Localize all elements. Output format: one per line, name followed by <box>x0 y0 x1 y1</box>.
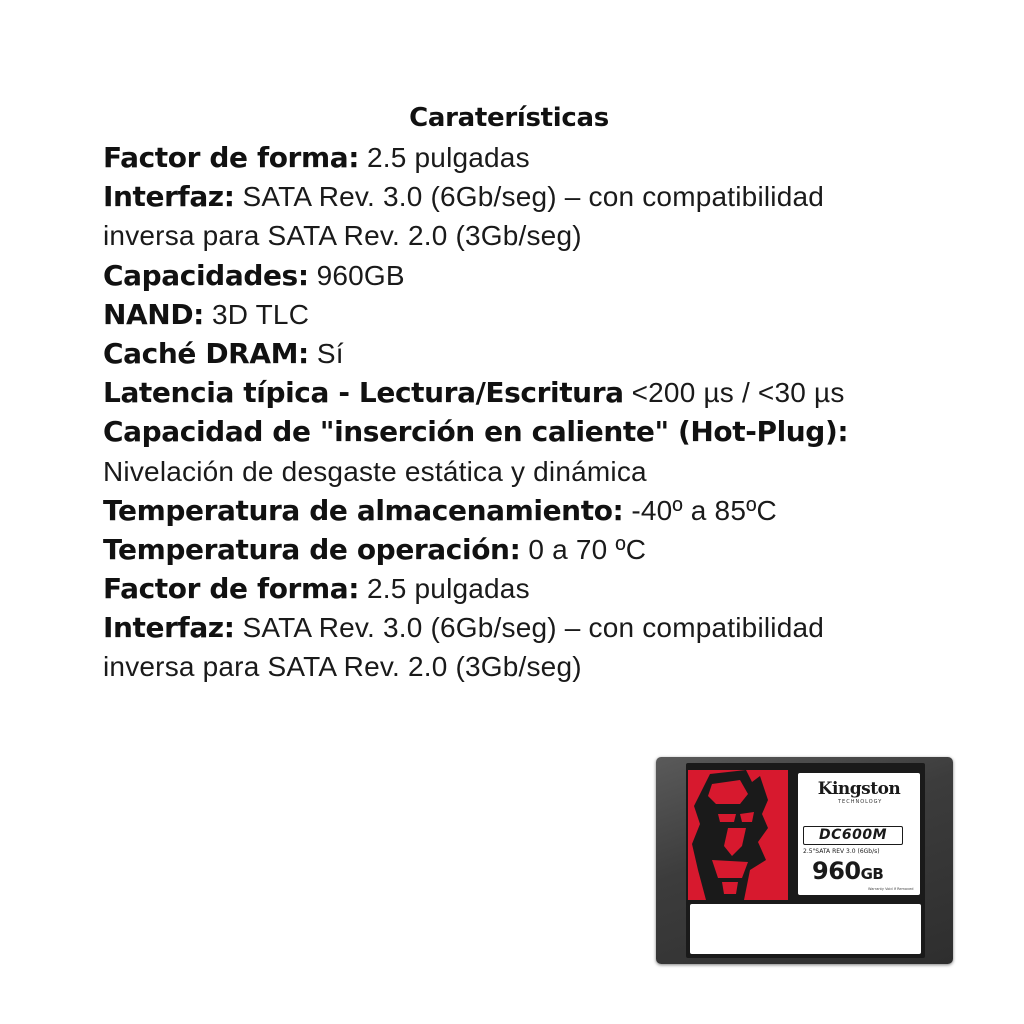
spec-label: Capacidad de "inserción en caliente" (Hot-Plug): <box>103 415 849 449</box>
capacity-number: 960 <box>812 857 861 885</box>
spec-label: Latencia típica - Lectura/Escritura <box>103 376 624 410</box>
spec-label: Temperatura de operación: <box>103 532 521 566</box>
spec-line <box>103 530 943 569</box>
spec-line <box>103 138 943 177</box>
spec-line <box>103 569 943 608</box>
spec-line <box>103 177 943 216</box>
model-name: DC600M <box>803 826 903 845</box>
spec-line <box>103 216 943 255</box>
spec-value: <200 µs / <30 µs <box>623 377 845 409</box>
spec-value: SATA Rev. 3.0 (6Gb/seg) – con compatibilidad <box>234 612 825 644</box>
spec-value: inversa para SATA Rev. 2.0 (3Gb/seg) <box>103 651 582 683</box>
brand-panel <box>688 770 788 900</box>
ssd-product-image <box>656 757 953 964</box>
spec-label: Capacidades: <box>103 258 309 292</box>
ssd-face <box>686 763 925 958</box>
spec-line <box>103 334 943 373</box>
brand-name: Kingston <box>817 779 901 799</box>
brand-subtitle: TECHNOLOGY <box>838 799 883 805</box>
blank-label <box>690 904 921 954</box>
spec-value: Nivelación de desgaste estática y dinámica <box>103 455 647 487</box>
capacity-unit: GB <box>860 865 884 883</box>
spec-line <box>103 256 943 295</box>
spec-value: inversa para SATA Rev. 2.0 (3Gb/seg) <box>103 220 582 252</box>
spec-value: SATA Rev. 3.0 (6Gb/seg) – con compatibilidad <box>234 181 825 213</box>
product-label <box>798 773 920 895</box>
spec-line <box>103 452 943 491</box>
spec-value: 2.5 pulgadas <box>359 142 530 173</box>
spec-line <box>103 373 943 412</box>
spec-label: Factor de forma: <box>103 141 360 174</box>
spec-value: 3D TLC <box>203 298 310 330</box>
spec-label: Interfaz: <box>103 180 235 214</box>
spec-label: Temperatura de almacenamiento: <box>103 493 624 527</box>
spec-value: 2.5 pulgadas <box>359 573 530 605</box>
spec-value: -40º a 85ºC <box>623 494 777 526</box>
spec-list <box>103 138 943 687</box>
spec-label: Caché DRAM: <box>103 336 309 370</box>
capacity <box>812 857 883 885</box>
spec-value: Sí <box>308 337 344 369</box>
page-title: Caraterísticas <box>409 103 609 133</box>
spec-line <box>103 647 943 686</box>
warranty-text: Warranty Void If Removed <box>868 887 914 891</box>
spec-value: 960GB <box>308 259 405 291</box>
model-spec: 2.5"SATA REV 3.0 (6Gb/s) <box>803 848 880 855</box>
spec-value: 0 a 70 ºC <box>520 533 647 565</box>
spec-line <box>103 491 943 530</box>
spec-line <box>103 608 943 647</box>
spec-line <box>103 412 943 451</box>
spec-label: NAND: <box>103 297 204 331</box>
spec-label: Interfaz: <box>103 611 235 645</box>
spec-line <box>103 295 943 334</box>
kingston-king-head-icon <box>688 770 788 900</box>
spec-label: Factor de forma: <box>103 572 360 606</box>
